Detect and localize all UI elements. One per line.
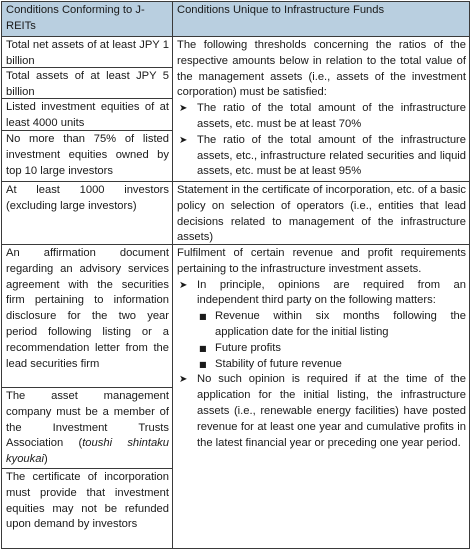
square-bullet-icon: ■ <box>199 359 207 369</box>
header-left-text: Conditions Conforming to J-REITs <box>6 4 145 32</box>
bullet-item <box>177 101 466 133</box>
left-cell-top10-investors <box>1 130 173 182</box>
right-cell-intro: Fulfilment of certain revenue and profit requirements pertaining to the infrastructure investment assets. <box>177 247 466 275</box>
left-cell-certificate-incorporation <box>1 468 173 549</box>
bullet-item <box>177 372 466 451</box>
header-right-cell <box>172 1 470 37</box>
left-cell-text: The asset management company must be a member of the Investment Trusts Association <box>6 390 169 450</box>
left-cell-affirmation-document <box>1 244 173 388</box>
right-cell-revenue-profit <box>172 244 470 549</box>
bullet-text: No such opinion is required if at the time of the application for the initial listing, the infrastructure assets (i.e., renewable energy facilities) have posted revenue for at least one year and cumulative profits in the latest financial year or preceding one year period. <box>197 373 466 449</box>
bullet-item <box>177 278 466 310</box>
left-cell-text: The certificate of incorporation must provide that investment equities may not be refunded upon demand by investors <box>6 471 169 531</box>
association-japanese-name: toushi shintaku kyoukai <box>6 437 169 466</box>
left-cell-net-assets <box>1 36 173 68</box>
left-cell-text: Total assets of at least JPY 5 billion <box>6 70 169 98</box>
bullet-item <box>177 133 466 180</box>
right-cell-intro: The following thresholds concerning the ratios of the respective amounts below in relation to the total value of the management assets (i.e., assets of the investment corporation) must be satisfied: <box>177 39 466 99</box>
left-cell-text: Listed investment equities of at least 4000 units <box>6 101 169 129</box>
sub-bullet-item <box>177 309 466 341</box>
left-cell-association-member <box>1 387 173 469</box>
bullet-text: The ratio of the total amount of the infrastructure assets, etc., infrastructure related securities and liquid assets, etc. must be at least 95% <box>197 133 466 178</box>
left-cell-total-assets <box>1 67 173 99</box>
sub-bullet-item <box>177 357 466 373</box>
header-right-text: Conditions Unique to Infrastructure Funds <box>177 4 385 16</box>
sub-bullet-text: Future profits <box>215 341 281 354</box>
right-cell-operator-policy <box>172 181 470 245</box>
left-cell-text: No more than 75% of listed investment equities owned by top 10 large investors <box>6 133 169 177</box>
left-cell-text: An affirmation document regarding an advisory services agreement with the securities firm pertaining to information disclosure for the two year period following listing or a recommendation letter from the lead securities firm <box>6 247 169 370</box>
left-cell-listed-equities <box>1 98 173 131</box>
right-cell-text: Statement in the certificate of incorporation, etc. of a basic policy on selection of operators (i.e., entities that lead decisions related to management of the infrastructure assets) <box>177 184 466 244</box>
left-cell-investor-count <box>1 181 173 245</box>
right-cell-asset-ratios <box>172 36 470 182</box>
arrow-bullet-icon: ➤ <box>179 103 188 115</box>
left-cell-text: Total net assets of at least JPY 1 billion <box>6 39 169 67</box>
bullet-text: In principle, opinions are required from an independent third party on the following matters: <box>197 278 466 307</box>
square-bullet-icon: ■ <box>199 312 207 322</box>
sub-bullet-text: Stability of future revenue <box>215 357 342 370</box>
square-bullet-icon: ■ <box>199 343 207 353</box>
arrow-bullet-icon: ➤ <box>179 374 188 386</box>
bullet-text: The ratio of the total amount of the infrastructure assets, etc. must be at least 70% <box>197 102 466 130</box>
arrow-bullet-icon: ➤ <box>179 279 188 291</box>
left-cell-text: ) <box>43 453 48 466</box>
left-cell-text: At least 1000 investors (excluding large investors) <box>6 184 169 212</box>
header-left-cell <box>1 1 173 37</box>
left-cell-text: ( <box>63 437 83 450</box>
arrow-bullet-icon: ➤ <box>179 134 188 146</box>
sub-bullet-text: Revenue within six months following the application date for the initial listing <box>215 310 466 338</box>
sub-bullet-item <box>177 341 466 357</box>
